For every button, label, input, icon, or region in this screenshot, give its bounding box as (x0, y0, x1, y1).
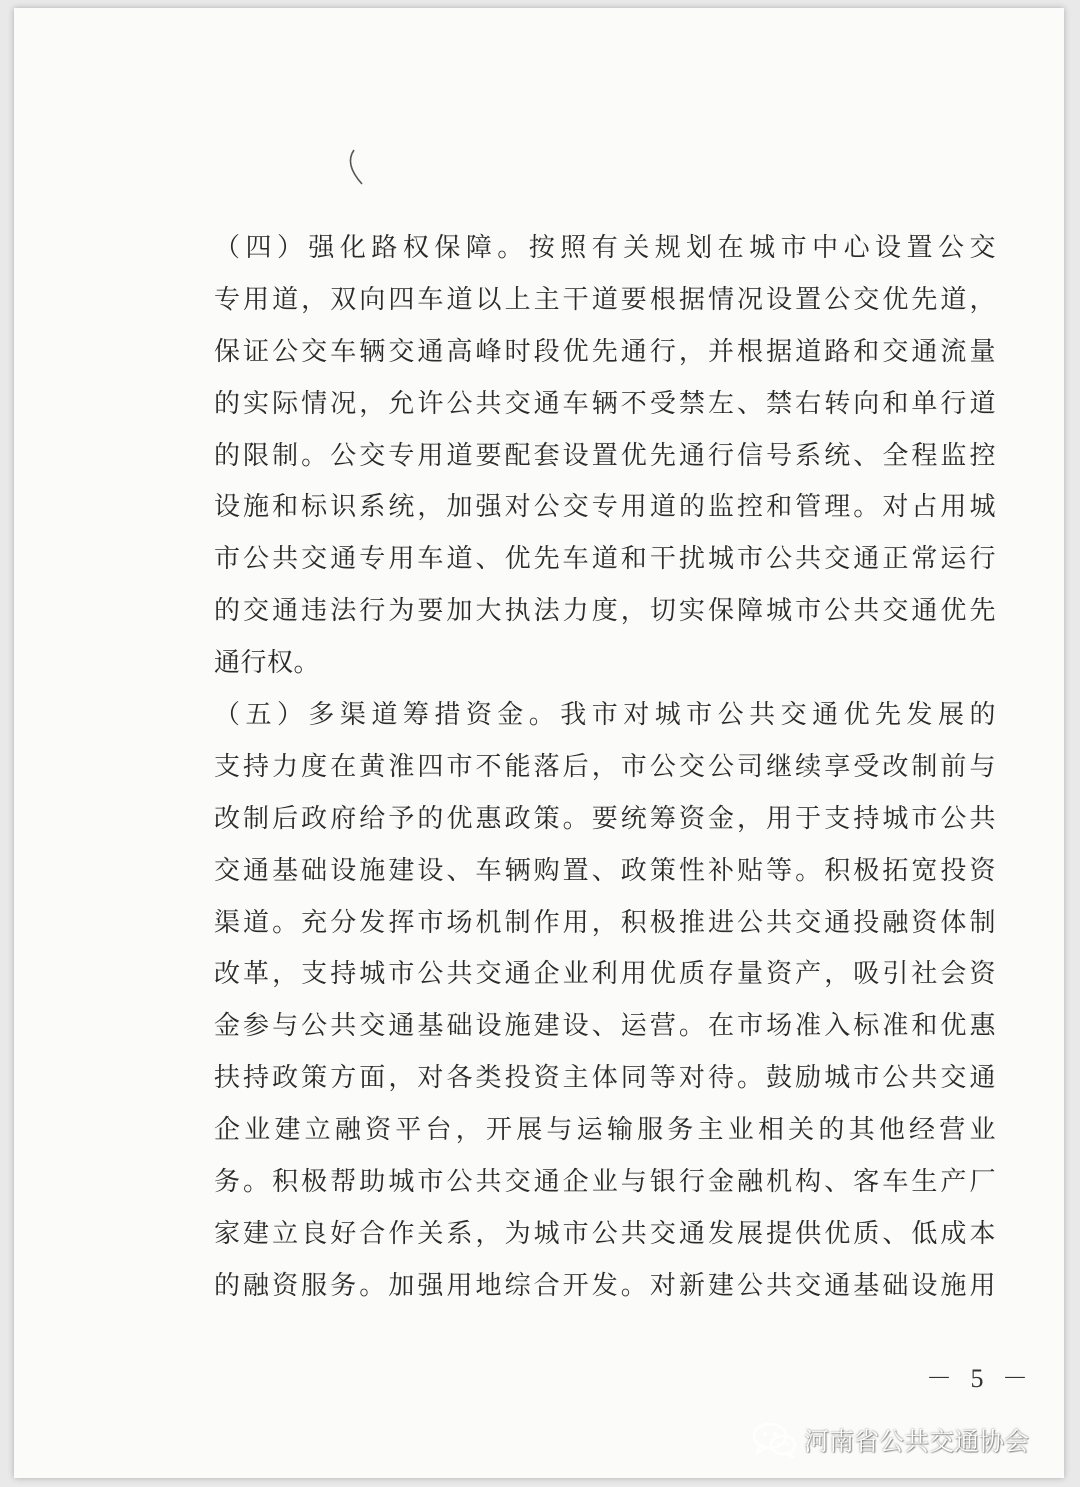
text-line: 家建立良好合作关系，为城市公共交通发展提供优质、低成本 (214, 1218, 996, 1249)
pen-mark (340, 148, 370, 188)
text-line: 市公共交通专用车道、优先车道和干扰城市公共交通正常运行 (214, 544, 996, 575)
text-line: 扶持政策方面，对各类投资主体同等对待。鼓励城市公共交通 (214, 1063, 996, 1094)
text-line: 金参与公共交通基础设施建设、运营。在市场准入标准和优惠 (214, 1011, 996, 1042)
page-number: － 5 － (926, 1364, 1035, 1393)
text-line: 专用道，双向四车道以上主干道要根据情况设置公交优先道， (214, 284, 996, 315)
document-page (14, 8, 1064, 1478)
watermark (752, 1418, 1029, 1462)
text-line: （五）多渠道筹措资金。我市对城市公共交通优先发展的 (214, 700, 996, 731)
text-line: 的限制。公交专用道要配套设置优先通行信号系统、全程监控 (214, 440, 996, 471)
text-line: 通行权。 (214, 648, 321, 679)
text-line: 的实际情况，允许公共交通车辆不受禁左、禁右转向和单行道 (214, 388, 996, 419)
text-line: 改制后政府给予的优惠政策。要统筹资金，用于支持城市公共 (214, 803, 996, 834)
text-line: 务。积极帮助城市公共交通企业与银行金融机构、客车生产厂 (214, 1167, 996, 1198)
body-text (214, 223, 996, 1313)
text-line: 保证公交车辆交通高峰时段优先通行，并根据道路和交通流量 (214, 336, 996, 367)
text-line: 设施和标识系统，加强对公交专用道的监控和管理。对占用城 (214, 492, 996, 523)
text-line: 企业建立融资平台，开展与运输服务主业相关的其他经营业 (214, 1115, 996, 1146)
watermark-text: 河南省公共交通协会 (804, 1427, 1030, 1456)
text-line: 交通基础设施建设、车辆购置、政策性补贴等。积极拓宽投资 (214, 855, 996, 886)
text-line: 支持力度在黄淮四市不能落后，市公交公司继续享受改制前与 (214, 751, 996, 782)
text-line: 的融资服务。加强用地综合开发。对新建公共交通基础设施用 (214, 1270, 996, 1301)
text-line: 渠道。充分发挥市场机制作用，积极推进公共交通投融资体制 (214, 907, 996, 938)
wechat-icon (752, 1421, 798, 1459)
text-line: 的交通违法行为要加大执法力度，切实保障城市公共交通优先 (214, 596, 996, 627)
text-line: 改革，支持城市公共交通企业利用优质存量资产，吸引社会资 (214, 959, 996, 990)
text-line: （四）强化路权保障。按照有关规划在城市中心设置公交 (214, 233, 996, 263)
